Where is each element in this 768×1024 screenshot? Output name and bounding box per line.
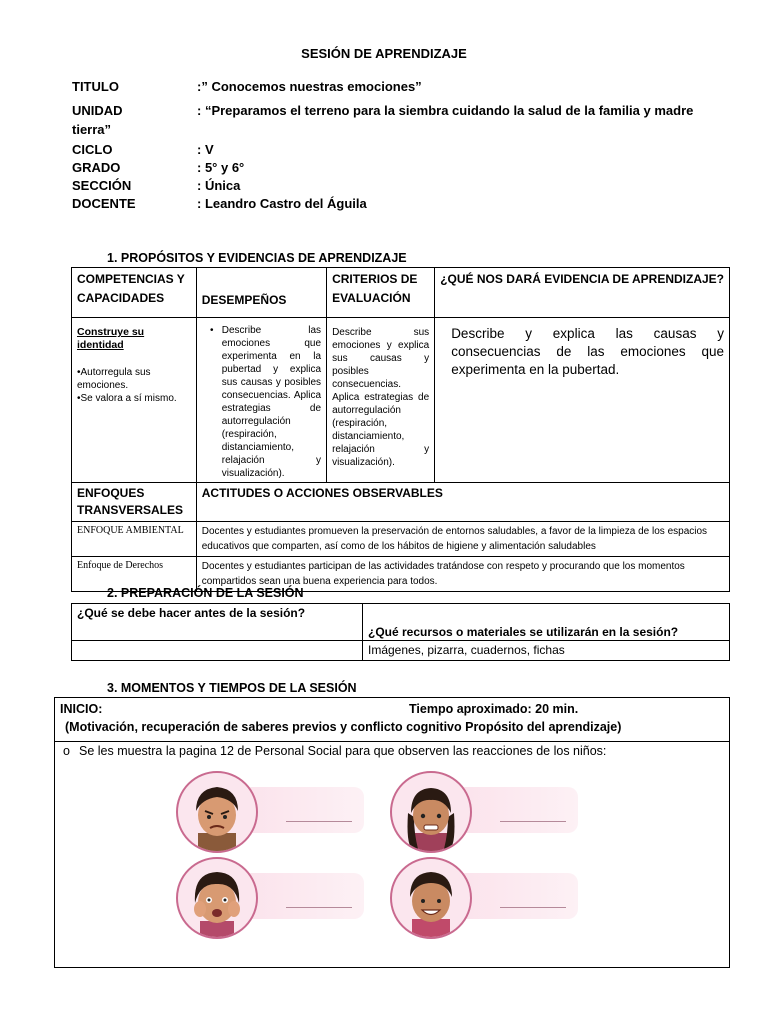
section1-title: 1. PROPÓSITOS Y EVIDENCIAS DE APRENDIZAJE xyxy=(107,251,407,265)
boy-angry-face-icon xyxy=(176,771,258,853)
inicio-cell xyxy=(55,698,730,742)
answer-bar xyxy=(246,787,364,833)
answer-line xyxy=(500,907,566,908)
answer-bar xyxy=(460,873,578,919)
label-unidad: UNIDAD xyxy=(72,103,123,118)
value-unidad-wrap: tierra” xyxy=(72,122,112,137)
enfoque-text: Docentes y estudiantes participan de las actividades tratándose con respeto y procurando que los momentos compartidos sean una buena experiencia para todos. xyxy=(196,557,729,592)
value-titulo: :” Conocemos nuestras emociones” xyxy=(197,79,422,94)
value-unidad: : “Preparamos el terreno para la siembra cuidando la salud de la familia y madre xyxy=(197,103,694,118)
capacidad-item: •Se valora a sí mismo. xyxy=(77,393,177,404)
header-competencias: COMPETENCIAS Y CAPACIDADES xyxy=(72,268,197,318)
answer-bar xyxy=(246,873,364,919)
competencias-cell xyxy=(72,318,197,483)
value-docente: : Leandro Castro del Águila xyxy=(197,196,367,211)
answer-before xyxy=(72,641,363,661)
inicio-subtitle: (Motivación, recuperación de saberes previos y conflicto cognitivo Propósito del aprendizaje) xyxy=(65,720,622,734)
answer-line xyxy=(500,821,566,822)
girl-scared-face-icon xyxy=(176,857,258,939)
criterios-cell xyxy=(327,318,435,483)
preparation-table xyxy=(71,603,730,661)
label-grado: GRADO xyxy=(72,160,121,175)
evidencia-cell xyxy=(435,318,730,483)
question-resources: ¿Qué recursos o materiales se utilizarán en la sesión? xyxy=(363,604,730,641)
inicio-bullet: o Se les muestra la pagina 12 de Personal Social para que observen las reacciones de los niños: xyxy=(63,744,607,758)
value-ciclo: : V xyxy=(197,142,214,157)
value-grado: : 5° y 6° xyxy=(197,160,245,175)
answer-bar xyxy=(460,787,578,833)
bullet-icon: • xyxy=(209,325,214,336)
enfoque-text: Docentes y estudiantes promueven la preservación de entornos saludables, a favor de la limpieza de los espacios educativos que comparten, así como de los hábitos de higiene y alimentación saludables xyxy=(196,522,729,557)
desempenos-cell xyxy=(196,318,326,483)
header-enfoques: ENFOQUES TRANSVERSALES xyxy=(72,483,197,522)
tiempo-label: Tiempo aproximado: 20 min. xyxy=(409,702,579,716)
evidencia-text: Describe y explica las causas y consecuencias de las emociones que experimenta en la pubertad. xyxy=(451,326,724,377)
enfoque-name: Enfoque de Derechos xyxy=(72,557,197,592)
label-ciclo: CICLO xyxy=(72,142,113,157)
boy-smiling-face-icon xyxy=(390,857,472,939)
label-seccion: SECCIÓN xyxy=(72,178,132,193)
answer-line xyxy=(286,821,352,822)
section2-title: 2. PREPARACIÓN DE LA SESIÓN xyxy=(107,586,304,600)
section3-title: 3. MOMENTOS Y TIEMPOS DE LA SESIÓN xyxy=(107,681,357,695)
inicio-label: INICIO: xyxy=(60,702,103,716)
answer-resources: Imágenes, pizarra, cuadernos, fichas xyxy=(363,641,730,661)
header-actitudes: ACTITUDES O ACCIONES OBSERVABLES xyxy=(196,483,729,522)
label-titulo: TITULO xyxy=(72,79,119,94)
value-seccion: : Única xyxy=(197,178,241,193)
header-evidencia: ¿QUÉ NOS DARÁ EVIDENCIA DE APRENDIZAJE? xyxy=(435,268,730,318)
header-criterios: CRITERIOS DE EVALUACIÓN xyxy=(327,268,435,318)
competencia-name: Construye su identidad xyxy=(77,326,145,351)
enfoque-name: ENFOQUE AMBIENTAL xyxy=(72,522,197,557)
moments-table xyxy=(54,697,730,968)
label-docente: DOCENTE xyxy=(72,196,136,211)
purposes-table xyxy=(71,267,730,592)
circle-bullet-icon: o xyxy=(63,744,70,758)
header-desempenos: DESEMPEÑOS xyxy=(196,268,326,318)
question-before: ¿Qué se debe hacer antes de la sesión? xyxy=(72,604,363,641)
document-title: SESIÓN DE APRENDIZAJE xyxy=(301,46,467,61)
inicio-content-cell xyxy=(55,742,730,968)
criterio-text: Describe sus emociones y explica sus causas y posibles consecuencias. Aplica estrategias de autorregulación (respiración, distanciamiento, relajación y visualización). xyxy=(332,327,430,468)
answer-line xyxy=(286,907,352,908)
capacidad-item: •Autorregula sus emociones. xyxy=(77,367,151,391)
girl-anxious-face-icon xyxy=(390,771,472,853)
desempeno-text: Describe las emociones que experimenta en la pubertad y explica sus causas y posibles consecuencias. Aplica estrategias de autorregulación (respiración, distanciamiento, relajación y visualización). xyxy=(221,325,322,479)
